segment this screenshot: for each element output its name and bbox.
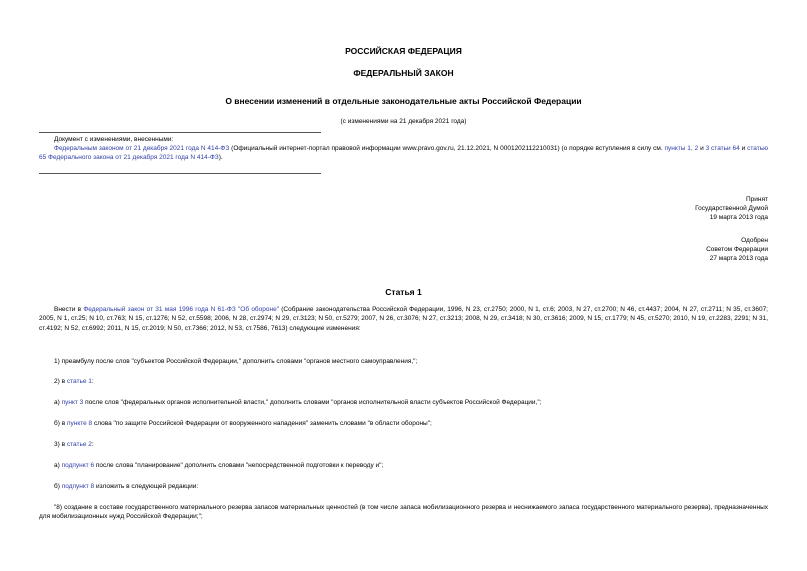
item-2a-post: после слов "федеральных органов исполнительной власти," дополнить словами "органов исполнительной власти субъектов Российской Федерации,"; bbox=[83, 399, 542, 406]
item-2b-pre: б) в bbox=[54, 420, 67, 427]
changes-note-text4: ). bbox=[218, 154, 223, 161]
item-3b bbox=[39, 482, 768, 491]
federation-heading: РОССИЙСКАЯ ФЕДЕРАЦИЯ bbox=[345, 46, 462, 56]
article-title: Статья 1 bbox=[385, 287, 422, 297]
point-3-link[interactable]: пункт 3 bbox=[61, 399, 84, 406]
changes-note-heading: Документ с изменениями, внесенными: bbox=[54, 136, 174, 143]
changes-note bbox=[39, 135, 768, 162]
council-approval-block bbox=[706, 236, 768, 263]
item-3a-pre: а) bbox=[54, 462, 62, 469]
article-intro bbox=[39, 305, 768, 333]
item-1 bbox=[39, 357, 768, 366]
defense-law-link[interactable]: Федеральный закон от 31 мая 1996 года N 61-ФЗ "Об обороне" bbox=[83, 306, 280, 313]
law-type-heading: ФЕДЕРАЛЬНЫЙ ЗАКОН bbox=[353, 68, 454, 78]
item-2-post: : bbox=[91, 378, 94, 385]
intro-text-post: (Собрание законодательства Российской Федерации, 1996, N 23, ст.2750; 2000, N 1, ст.6; 2003, N 27, ст.2700; N 46, ст.4437; 2004, N 27, ст.2711; N 35, ст.3607; 2005, N 1, ст.25; N 10, ст.763; N 15, ст.1276; N 52, ст.5598; 2006, N 28, ст.2974; N 29, ст.3123; N 50, ст.5279; 2007, N 26, ст.3076; N 27, ст.3213; 2008, N 29, ст.3418; N 30, ст.3616; 2009, N 15, ст.1779; N 45, ст.5270; 2010, N 19, ст.2283, 2291; N 31, ст.4192; N 52, ст.6992; 2011, N 15, ст.2019; N 50, ст.7366; 2012, N 53, ст.7586, 7613) следующие изменения: bbox=[39, 306, 768, 332]
intro-text-pre: Внести в bbox=[54, 306, 84, 313]
item-1-text: 1) преамбулу после слов "субъектов Российской Федерации," дополнить словами "органов местного самоуправления,"; bbox=[54, 358, 418, 365]
duma-label: Государственной Думой bbox=[695, 205, 768, 212]
item-3b-post: изложить в следующей редакции: bbox=[94, 483, 199, 490]
article-1-link[interactable]: статье 1 bbox=[66, 378, 92, 385]
amending-law-link[interactable]: Федеральным законом от 21 декабря 2021 года N 414-ФЗ bbox=[54, 145, 230, 152]
changes-note-text2: и bbox=[698, 145, 706, 152]
subpoint-8-link[interactable]: подпункт 8 bbox=[61, 483, 95, 490]
item-2a-pre: а) bbox=[54, 399, 62, 406]
changes-note-text3: и bbox=[739, 145, 748, 152]
duma-adoption-block bbox=[695, 195, 768, 222]
item-3b-quote bbox=[39, 503, 768, 522]
item-3b-pre: б) bbox=[54, 483, 62, 490]
item-3a-post: после слова "планирование" дополнить словами "непосредственной подготовки к переводу и"; bbox=[94, 462, 384, 469]
item-3a bbox=[39, 461, 768, 470]
article-65-link[interactable]: статью 65 Федерального закона от 21 декабря 2021 года N 414-ФЗ bbox=[39, 145, 769, 161]
item-2 bbox=[39, 377, 768, 386]
item-3-post: : bbox=[91, 441, 94, 448]
item-2b-post: слова "по защите Российской Федерации от вооруженного нападения" заменить словами "в области обороны"; bbox=[92, 420, 432, 427]
points-link[interactable]: пункты 1, 2 bbox=[664, 145, 699, 152]
item-3-pre: 3) в bbox=[54, 441, 67, 448]
bottom-divider bbox=[39, 173, 321, 174]
subpoint-6-link[interactable]: подпункт 6 bbox=[61, 462, 95, 469]
item-3b-quote-text: "8) создание в составе государственного материального резерва запасов материальных ценностей (в том числе запаса мобилизационного резерва и неснижаемого запаса государственного материального резерва), предназначенных для мобилизационных нужд Российской Федерации;"; bbox=[39, 504, 768, 521]
article-64-link[interactable]: 3 статьи 64 bbox=[705, 145, 740, 152]
duma-date: 19 марта 2013 года bbox=[709, 214, 768, 221]
point-8-link[interactable]: пункте 8 bbox=[66, 420, 93, 427]
changes-note-text1: (Официальный интернет-портал правовой информации www.pravo.gov.ru, 21.12.2021, N 0001202112210031) (о порядке вступления в силу см. bbox=[229, 145, 665, 152]
item-2a bbox=[39, 398, 768, 407]
top-divider bbox=[39, 132, 321, 133]
changes-note-body bbox=[39, 144, 768, 162]
item-2-pre: 2) в bbox=[54, 378, 67, 385]
edition-note: (с изменениями на 21 декабря 2021 года) bbox=[340, 118, 467, 125]
item-3 bbox=[39, 440, 768, 449]
item-2b bbox=[39, 419, 768, 428]
council-label: Советом Федерации bbox=[706, 246, 768, 253]
document-title: О внесении изменений в отдельные законодательные акты Российской Федерации bbox=[225, 96, 582, 106]
approved-label: Одобрен bbox=[741, 237, 768, 244]
council-date: 27 марта 2013 года bbox=[709, 255, 768, 262]
accepted-label: Принят bbox=[745, 196, 768, 203]
article-2-link[interactable]: статье 2 bbox=[66, 441, 92, 448]
